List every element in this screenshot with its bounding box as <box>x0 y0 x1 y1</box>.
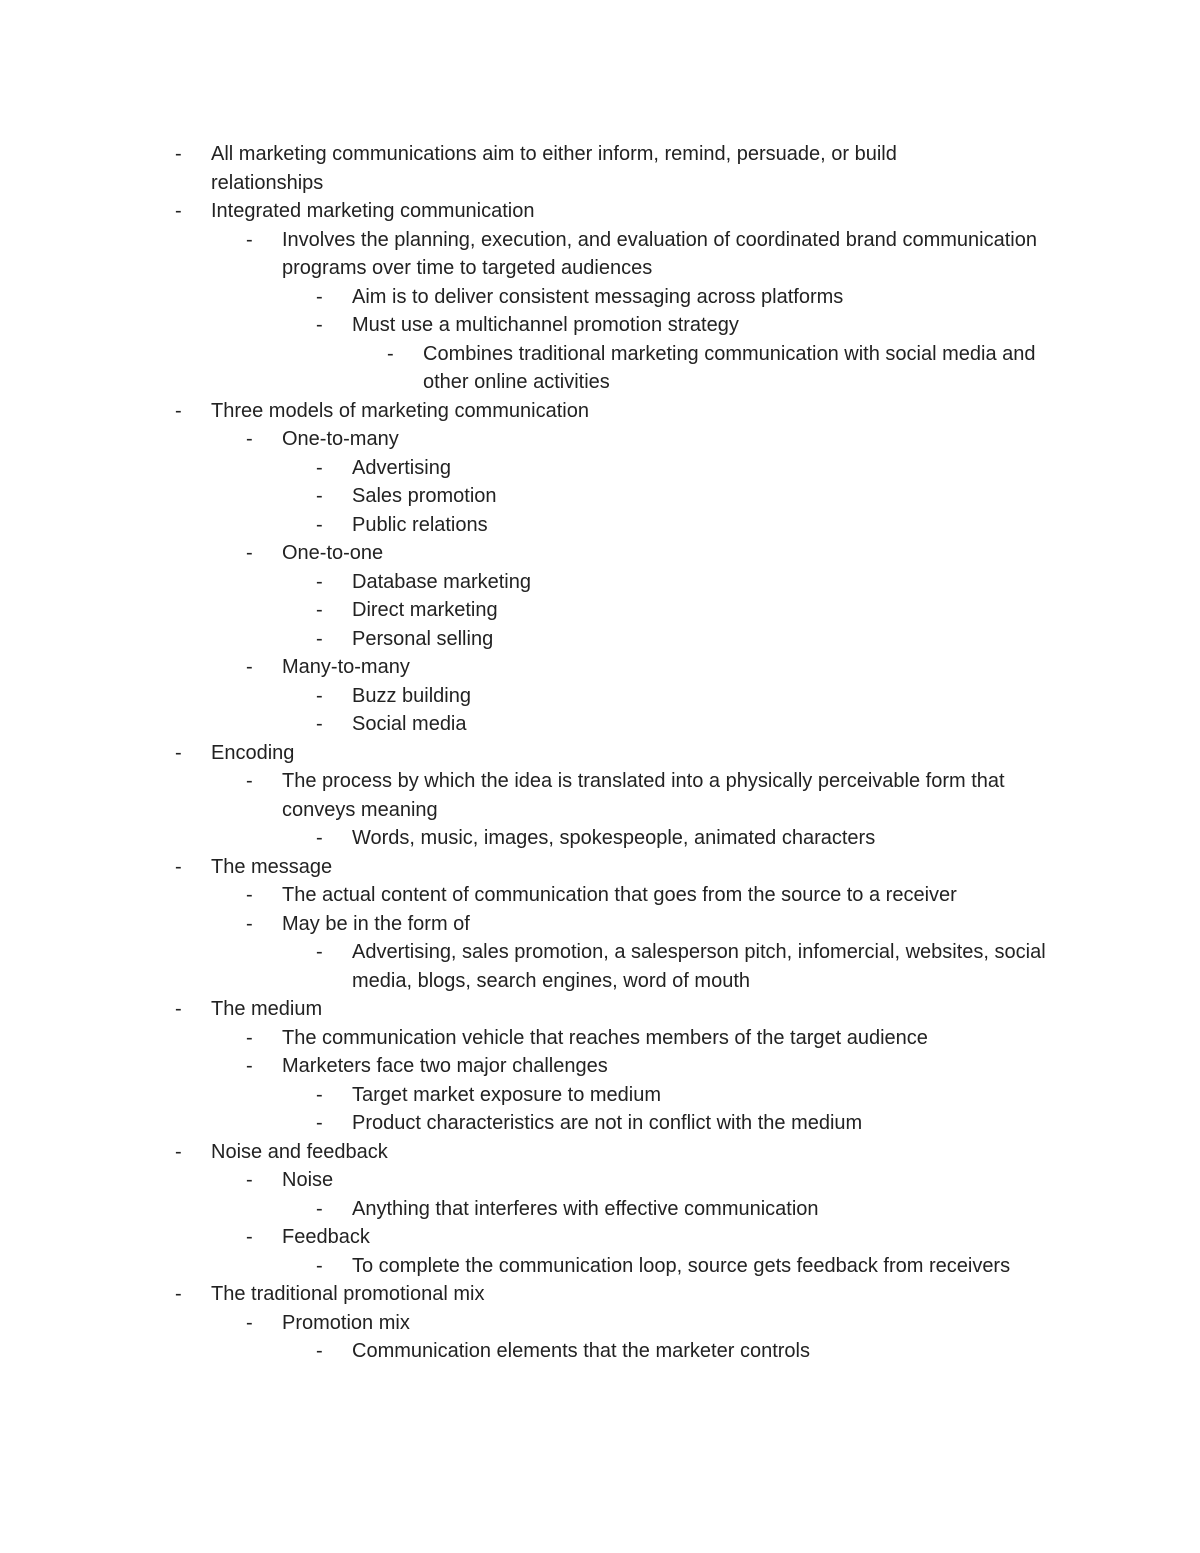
outline-item-text: All marketing communications aim to either inform, remind, persuade, or build relationships <box>211 143 897 194</box>
bullet-dash-icon: - <box>316 941 323 963</box>
outline-item-level-1 <box>0 226 1040 283</box>
outline-item-level-2 <box>0 682 1052 711</box>
outline-item-text: Buzz building <box>352 684 471 707</box>
outline-item-level-2 <box>0 511 1052 540</box>
outline-item-level-2 <box>0 1195 1052 1224</box>
outline-item-text: Personal selling <box>352 627 494 650</box>
outline-item-level-2 <box>0 311 1052 340</box>
outline-item-level-3 <box>0 340 1052 397</box>
outline-item-text: One-to-one <box>282 542 384 564</box>
bullet-dash-icon: - <box>175 741 182 764</box>
outline-item-level-2 <box>0 1109 1052 1138</box>
bullet-dash-icon: - <box>387 342 394 365</box>
outline-item-text: The traditional promotional mix <box>211 1283 485 1305</box>
bullet-dash-icon: - <box>316 285 323 308</box>
outline-item-text: May be in the form of <box>282 912 470 935</box>
outline-item-text: Product characteristics are not in conflict with the medium <box>352 1112 863 1134</box>
outline-item-text: Words, music, images, spokespeople, animated characters <box>352 827 876 849</box>
outline-item-level-1 <box>0 1024 1040 1053</box>
outline-item-text: Target market exposure to medium <box>352 1083 662 1106</box>
bullet-dash-icon: - <box>175 855 182 878</box>
outline-item-text: Marketers face two major challenges <box>282 1055 608 1077</box>
outline-item-level-0 <box>0 1138 1000 1167</box>
bullet-dash-icon: - <box>246 542 253 564</box>
outline-item-text: The actual content of communication that goes from the source to a receiver <box>282 884 957 906</box>
outline-item-text: Noise <box>282 1169 334 1191</box>
bullet-dash-icon: - <box>246 912 253 935</box>
outline-item-text: Many-to-many <box>282 656 410 678</box>
bullet-dash-icon: - <box>175 143 182 165</box>
outline-item-level-2 <box>0 824 1052 853</box>
outline-item-level-1 <box>0 425 1040 454</box>
bullet-dash-icon: - <box>316 827 323 849</box>
outline-item-level-1 <box>0 539 1040 568</box>
bullet-dash-icon: - <box>246 884 253 906</box>
outline-item-level-1 <box>0 1223 1040 1252</box>
bullet-dash-icon: - <box>246 1055 253 1077</box>
outline-item-text: Anything that interferes with effective communication <box>352 1197 819 1220</box>
bullet-dash-icon: - <box>175 1140 182 1163</box>
bullet-dash-icon: - <box>246 656 253 678</box>
outline-item-text: Database marketing <box>352 570 531 593</box>
outline-item-text: To complete the communication loop, source gets feedback from receivers <box>352 1254 1011 1277</box>
bullet-dash-icon: - <box>246 1169 253 1191</box>
outline-item-level-1 <box>0 1309 1040 1338</box>
outline-item-text: Encoding <box>211 741 295 764</box>
outline-item-level-2 <box>0 1337 1052 1366</box>
outline-item-text: Direct marketing <box>352 599 498 621</box>
outline-item-text: Social media <box>352 713 467 735</box>
bullet-dash-icon: - <box>175 998 182 1020</box>
outline-item-text: Feedback <box>282 1226 370 1248</box>
outline-item-level-2 <box>0 1252 1052 1281</box>
outline-item-level-1 <box>0 1166 1040 1195</box>
bullet-dash-icon: - <box>246 1311 253 1334</box>
outline-item-level-0 <box>0 995 1000 1024</box>
outline-item-level-2 <box>0 1081 1052 1110</box>
outline-item-level-2 <box>0 938 1052 995</box>
bullet-dash-icon: - <box>316 1340 323 1362</box>
outline-item-level-2 <box>0 596 1052 625</box>
outline-item-text: Involves the planning, execution, and evaluation of coordinated brand communication programs over time to targeted audiences <box>282 228 1037 279</box>
outline-item-level-1 <box>0 653 1040 682</box>
bullet-dash-icon: - <box>316 1197 323 1220</box>
bullet-outline <box>0 140 1200 1366</box>
outline-item-level-1 <box>0 881 1040 910</box>
outline-item-text: Communication elements that the marketer controls <box>352 1340 810 1362</box>
outline-item-level-2 <box>0 710 1052 739</box>
outline-item-text: Must use a multichannel promotion strategy <box>352 314 739 336</box>
bullet-dash-icon: - <box>316 1254 323 1277</box>
bullet-dash-icon: - <box>175 1283 182 1305</box>
bullet-dash-icon: - <box>316 1112 323 1134</box>
outline-item-level-0 <box>0 397 1000 426</box>
bullet-dash-icon: - <box>175 200 182 222</box>
outline-item-text: Promotion mix <box>282 1311 410 1334</box>
outline-item-level-0 <box>0 853 1000 882</box>
outline-item-level-2 <box>0 625 1052 654</box>
bullet-dash-icon: - <box>316 314 323 336</box>
outline-item-level-0 <box>0 739 1000 768</box>
bullet-dash-icon: - <box>316 713 323 735</box>
outline-item-text: Sales promotion <box>352 485 497 507</box>
outline-item-level-1 <box>0 910 1040 939</box>
bullet-dash-icon: - <box>316 513 323 536</box>
outline-item-text: The message <box>211 855 333 878</box>
outline-item-text: Combines traditional marketing communication with social media and other online activities <box>423 342 1036 393</box>
outline-item-text: The process by which the idea is translated into a physically perceivable form that conveys meaning <box>282 770 1005 821</box>
bullet-dash-icon: - <box>316 599 323 621</box>
outline-item-level-1 <box>0 767 1040 824</box>
outline-item-text: Advertising, sales promotion, a salesperson pitch, infomercial, websites, social media, blogs, search engines, word of mouth <box>352 941 1046 992</box>
bullet-dash-icon: - <box>316 485 323 507</box>
outline-item-level-2 <box>0 482 1052 511</box>
outline-item-text: The communication vehicle that reaches members of the target audience <box>282 1026 928 1049</box>
bullet-dash-icon: - <box>246 1226 253 1248</box>
outline-item-text: Three models of marketing communication <box>211 399 589 422</box>
outline-item-text: Noise and feedback <box>211 1140 388 1163</box>
outline-item-text: Integrated marketing communication <box>211 200 535 222</box>
outline-item-level-2 <box>0 568 1052 597</box>
bullet-dash-icon: - <box>175 399 182 422</box>
outline-item-text: Advertising <box>352 456 451 479</box>
outline-item-level-2 <box>0 454 1052 483</box>
bullet-dash-icon: - <box>316 456 323 479</box>
bullet-dash-icon: - <box>246 228 253 251</box>
bullet-dash-icon: - <box>246 770 253 792</box>
outline-item-text: Aim is to deliver consistent messaging across platforms <box>352 285 844 308</box>
bullet-dash-icon: - <box>316 570 323 593</box>
outline-item-text: One-to-many <box>282 428 399 450</box>
outline-item-level-0 <box>0 197 1000 226</box>
bullet-dash-icon: - <box>316 1083 323 1106</box>
bullet-dash-icon: - <box>316 684 323 707</box>
outline-item-level-2 <box>0 283 1052 312</box>
outline-item-level-0 <box>0 140 1000 197</box>
outline-item-level-1 <box>0 1052 1040 1081</box>
outline-item-level-0 <box>0 1280 1000 1309</box>
outline-item-text: Public relations <box>352 513 488 536</box>
bullet-dash-icon: - <box>246 1026 253 1049</box>
bullet-dash-icon: - <box>316 627 323 650</box>
bullet-dash-icon: - <box>246 428 253 450</box>
outline-item-text: The medium <box>211 998 323 1020</box>
